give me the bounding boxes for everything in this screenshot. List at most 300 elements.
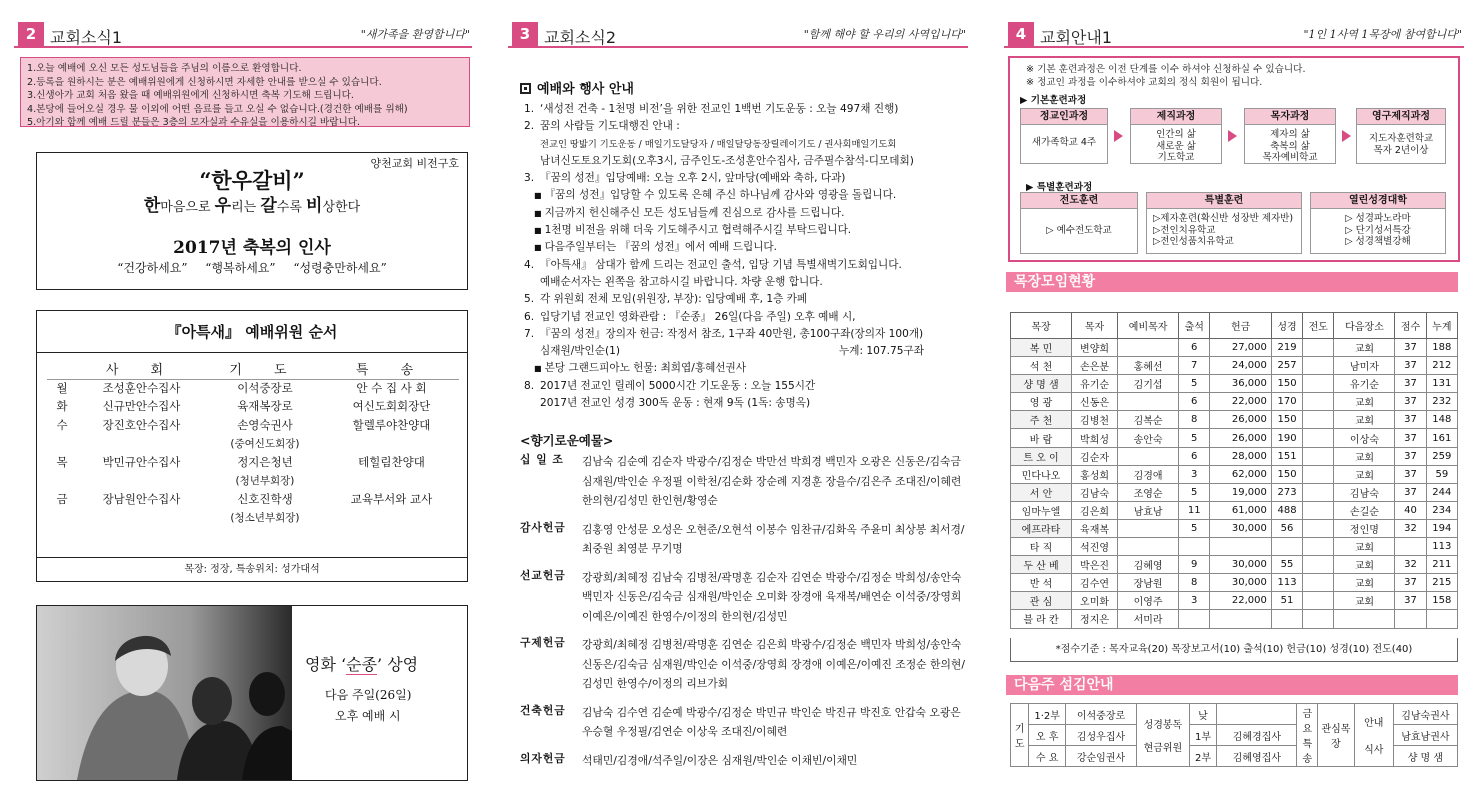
table-cell: 두 산 베 — [1011, 556, 1072, 574]
table-cell: 김병천 — [1071, 411, 1117, 429]
cell: 안내 식사 — [1354, 704, 1393, 767]
list-subitem: 전교인 땅밟기 기도운동 / 매일기도달당자 / 매일달당동장릴레이기도 / 권사회매일기도회 — [540, 138, 897, 150]
table-cell — [1303, 592, 1334, 610]
movie-date: 다음 주일(26일) — [325, 688, 412, 702]
day-cell: 금 — [56, 492, 68, 506]
table-cell: 194 — [1426, 519, 1457, 537]
table-row — [1011, 357, 1458, 375]
table-cell: 28,000 — [1210, 447, 1272, 465]
course-stage: 제직과정 인간의 삶 새로운 삶 기도학교 — [1130, 108, 1222, 164]
col-header: 누계 — [1426, 313, 1457, 339]
table-cell: 113 — [1426, 538, 1457, 556]
table-cell: 박은진 — [1071, 556, 1117, 574]
basic-course-label: ▶ 기본훈련과정 — [1020, 95, 1087, 106]
list-item: 8. 2017년 전교인 릴레이 5000시간 기도운동 : 오늘 155시간 — [524, 379, 816, 392]
acro-letter: 한 — [143, 196, 161, 216]
offering-group: 구제헌금 강광희/최혜정 김병천/곽명훈 김연순 김은희 박광수/김정순 백민자 박희성/송안숙 신동은/김숙금 심재원/박인순 이석중/장영희 장경애 이예은/이예진 조정순 한의현/김성민 한영수/이정의 리브가회 — [520, 636, 965, 690]
table-cell: 131 — [1426, 375, 1457, 393]
training-flow-box — [1008, 56, 1460, 262]
flow-note: ※ 기본 훈련과정은 이전 단계를 이수 하셔야 신청하실 수 있습니다. — [1026, 64, 1306, 75]
table-cell: 37 — [1395, 375, 1426, 393]
table-cell: 샹 명 샘 — [1011, 375, 1072, 393]
table-cell: 215 — [1426, 574, 1457, 592]
table-row — [47, 454, 459, 473]
cell: 성경봉독 현금위원 — [1137, 704, 1190, 767]
table-cell: 서미라 — [1118, 610, 1179, 628]
movie-title — [305, 652, 418, 675]
table-cell: 22,000 — [1210, 592, 1272, 610]
acro-letter: 비 — [306, 196, 323, 216]
page-title: 교회소식2 — [544, 28, 617, 47]
table-cell — [1303, 501, 1334, 519]
cell: 김혜경집사 — [1217, 725, 1297, 746]
page-2-column — [14, 0, 472, 792]
page-4-column — [1004, 0, 1464, 792]
table-cell: 5 — [1179, 483, 1210, 501]
cell: 이석중장로 — [1066, 704, 1137, 725]
table-cell: 교회 — [1334, 465, 1395, 483]
table-cell: 송안숙 — [1118, 429, 1179, 447]
table-cell — [1303, 357, 1334, 375]
table-cell: 김경애 — [1118, 465, 1179, 483]
course-stage: 영구제직과정 지도자훈련학교 목자 2년이상 — [1356, 108, 1446, 164]
day-cell: 수 — [56, 418, 68, 432]
table-cell — [1303, 447, 1334, 465]
cell: 여신도회회장단 — [352, 399, 431, 413]
page-slogan: "1인 1사역 1목장에 참여합니다" — [1303, 28, 1462, 41]
table-cell: 이영주 — [1118, 592, 1179, 610]
table-cell: 유기순 — [1071, 375, 1117, 393]
table-cell: 19,000 — [1210, 483, 1272, 501]
table-cell: 임마누엘 — [1011, 501, 1072, 519]
table-cell: 영 광 — [1011, 393, 1072, 411]
table-cell: 232 — [1426, 393, 1457, 411]
offering-group: 의자헌금 석태민/김경애/석주일/이장은 심재원/박인순 이채빈/이채민 — [520, 751, 858, 767]
table-cell: 5 — [1179, 429, 1210, 447]
table-row — [1011, 465, 1458, 483]
page-number: 4 — [1008, 22, 1034, 46]
table-cell: 26,000 — [1210, 411, 1272, 429]
table-row — [1011, 538, 1458, 556]
table-cell: 8 — [1179, 574, 1210, 592]
sub-cell: (청년부회장) — [235, 475, 295, 487]
table-cell: 37 — [1395, 574, 1426, 592]
cell: 오 후 — [1029, 725, 1066, 746]
cell: 육재복장로 — [237, 399, 293, 413]
cell: 장진호안수집사 — [102, 418, 181, 432]
table-cell — [1303, 574, 1334, 592]
table-cell — [1303, 610, 1334, 628]
offering-group: 십 일 조 김남숙 김순예 김순자 박광수/김정순 박만선 박희경 백민자 오광은 신동은/김숙금 심재원/박인순 우정필 이학천/김순화 장순례 지경훈 장을수/김은주 조대진/이혜련 한의현/김성민 한인현/황영순 — [520, 453, 962, 507]
table-cell: 홍성희 — [1071, 465, 1117, 483]
table-cell — [1303, 538, 1334, 556]
page-number: 2 — [18, 22, 44, 46]
cell: 김성우집사 — [1066, 725, 1137, 746]
table-cell: 234 — [1426, 501, 1457, 519]
church-vision-label: 양천교회 비전구호 — [370, 157, 459, 170]
table-cell: 30,000 — [1210, 556, 1272, 574]
table-cell — [1118, 339, 1179, 357]
cell: 신규만안수집사 — [102, 399, 181, 413]
table-cell: 40 — [1395, 501, 1426, 519]
page-slogan: "새가족을 환영합니다" — [360, 28, 470, 41]
arrow-right-icon — [1114, 130, 1123, 142]
table-cell: 교회 — [1334, 574, 1395, 592]
cell: 조성훈안수집사 — [102, 380, 181, 395]
table-cell: 6 — [1179, 447, 1210, 465]
cell: 박민규안수집사 — [102, 455, 181, 469]
table-cell: 에프라타 — [1011, 519, 1072, 537]
movie-box — [36, 605, 468, 781]
table-cell: 37 — [1395, 429, 1426, 447]
table-cell — [1303, 339, 1334, 357]
arrow-right-icon — [1342, 130, 1351, 142]
table-cell: 7 — [1179, 357, 1210, 375]
cell: 김혜영집사 — [1217, 746, 1297, 767]
table-cell — [1303, 429, 1334, 447]
section-title-text: 예배와 행사 안내 — [537, 82, 634, 97]
vision-acrostic — [37, 191, 467, 216]
section-title — [520, 78, 634, 97]
col-header: 출석 — [1179, 313, 1210, 339]
section-bar: 목장모임현황 — [1006, 272, 1458, 292]
table-cell: 190 — [1271, 429, 1302, 447]
table-cell: 211 — [1426, 556, 1457, 574]
sub-cell: (청소년부회장) — [230, 512, 300, 524]
table-cell: 37 — [1395, 592, 1426, 610]
col-header: 성경 — [1271, 313, 1302, 339]
day-cell: 월 — [56, 380, 68, 395]
day-cell: 목 — [56, 455, 68, 469]
table-cell: 158 — [1426, 592, 1457, 610]
table-row — [1011, 556, 1458, 574]
table-row — [1011, 375, 1458, 393]
col-header: 기 도 — [206, 359, 324, 379]
offering-title: <향기로운예물> — [520, 433, 614, 448]
cell: 손영숙권사 — [237, 418, 293, 432]
offering-list — [520, 452, 966, 779]
table-cell: 손길순 — [1334, 501, 1395, 519]
cell: 1·2부 — [1029, 704, 1066, 725]
table-cell — [1303, 556, 1334, 574]
list-item: 5. 각 위원회 전체 모임(위원장, 부장): 입당예배 후, 1층 카페 — [524, 293, 808, 306]
table-cell: 김남숙 — [1334, 483, 1395, 501]
table-cell: 교회 — [1334, 393, 1395, 411]
table-cell: 36,000 — [1210, 375, 1272, 393]
table-cell — [1334, 610, 1395, 628]
table-cell — [1395, 610, 1426, 628]
table-cell — [1118, 538, 1179, 556]
table-row — [47, 398, 459, 417]
table-cell: 59 — [1426, 465, 1457, 483]
list-subitem: 남녀신도토요기도회(오후3시, 금주인도-조성훈안수집사, 금주필수참석-디모데회) — [540, 154, 914, 167]
table-cell: 3 — [1179, 465, 1210, 483]
list-item: 3. 『꿈의 성전』입당예배: 오늘 오후 2시, 앞마당(예배와 축하, 다과) — [524, 172, 846, 185]
acro-text: 상한다 — [322, 200, 361, 215]
cell: 금요특송 — [1297, 704, 1318, 767]
special-course-label: ▶ 특별훈련과정 — [1026, 182, 1093, 193]
table-cell: 트 오 이 — [1011, 447, 1072, 465]
table-cell: 37 — [1395, 339, 1426, 357]
arrow-right-icon — [1228, 130, 1237, 142]
table-cell: 관 심 — [1011, 592, 1072, 610]
cell: 기도 — [1011, 704, 1029, 767]
table-cell — [1210, 610, 1272, 628]
table-cell: 교회 — [1334, 411, 1395, 429]
table-cell: 32 — [1395, 556, 1426, 574]
bullet-item: ■ 지금까지 헌신해주신 모든 성도님들께 진심으로 감사를 드립니다. — [524, 205, 964, 222]
worship-committee-table — [47, 359, 459, 528]
table-cell: 37 — [1395, 465, 1426, 483]
acro-letter: 우 — [214, 196, 232, 216]
table-cell: 변양희 — [1071, 339, 1117, 357]
table-cell: 55 — [1271, 556, 1302, 574]
cell: 할렐루야찬양대 — [352, 418, 431, 432]
table-row — [1011, 411, 1458, 429]
mokjang-table — [1010, 312, 1458, 629]
table-cell — [1210, 538, 1272, 556]
table-cell: 정지은 — [1071, 610, 1117, 628]
table-cell — [1303, 465, 1334, 483]
table-cell: 유기순 — [1334, 375, 1395, 393]
movie-photo — [37, 606, 292, 780]
table-cell: 11 — [1179, 501, 1210, 519]
table-row — [47, 491, 459, 510]
table-cell: 타 직 — [1011, 538, 1072, 556]
acro-text: 수록 — [276, 200, 307, 215]
table-row — [47, 417, 459, 436]
table-cell — [1303, 483, 1334, 501]
worship-footer: 목장: 정장, 특송위치: 성가대석 — [37, 557, 467, 581]
table-cell: 6 — [1179, 339, 1210, 357]
square-icon — [520, 83, 531, 94]
special-course: 전도훈련 ▷ 예수전도학교 — [1020, 192, 1138, 254]
page-title: 교회안내1 — [1040, 28, 1113, 47]
table-cell: 62,000 — [1210, 465, 1272, 483]
table-cell: 488 — [1271, 501, 1302, 519]
table-cell: 27,000 — [1210, 339, 1272, 357]
table-cell: 김순자 — [1071, 447, 1117, 465]
table-cell: 김기섭 — [1118, 375, 1179, 393]
table-cell: 남미자 — [1334, 357, 1395, 375]
acro-text: 리는 — [231, 200, 261, 215]
list-item: 2. 꿈의 사람들 기도대행진 안내 : — [524, 120, 680, 133]
table-cell: 교회 — [1334, 556, 1395, 574]
cell: 남효남권사 — [1393, 725, 1457, 746]
score-criteria: *점수기준 : 목자교육(20) 목장보고서(10) 출석(10) 헌금(10) 성경(10) 전도(40) — [1010, 638, 1458, 662]
list-subitem: 심재원/박인순(1) 누계: 107.75구좌 — [524, 343, 964, 360]
table-cell — [1179, 610, 1210, 628]
col-header: 예비목자 — [1118, 313, 1179, 339]
table-cell: 37 — [1395, 393, 1426, 411]
table-cell: 273 — [1271, 483, 1302, 501]
table-cell: 손은분 — [1071, 357, 1117, 375]
table-cell: 151 — [1271, 447, 1302, 465]
movie-title-text: 영화 ‘ — [305, 655, 347, 674]
table-cell: 30,000 — [1210, 519, 1272, 537]
table-cell: 장남원 — [1118, 574, 1179, 592]
table-cell: 남효남 — [1118, 501, 1179, 519]
table-cell: 조영순 — [1118, 483, 1179, 501]
table-cell: 212 — [1426, 357, 1457, 375]
cell: 김남숙권사 — [1393, 704, 1457, 725]
table-cell: 김은희 — [1071, 501, 1117, 519]
bullet-item: ■ 본당 그랜드피아노 헌물: 최희엽/홍혜선권사 — [524, 360, 964, 377]
cell: 신호진학생 — [237, 492, 293, 506]
table-cell: 37 — [1395, 411, 1426, 429]
special-course: 열린성경대학 ▷ 성경파노라마 ▷ 단기성서특강 ▷ 성경책별강해 — [1310, 192, 1446, 254]
movie-title-text: ’ 상영 — [377, 655, 419, 674]
table-cell: 주 천 — [1011, 411, 1072, 429]
movie-name: 순종 — [346, 655, 378, 674]
section-bar: 다음주 섬김안내 — [1006, 675, 1458, 695]
table-cell: 5 — [1179, 519, 1210, 537]
cell — [1217, 704, 1297, 725]
table-cell: 김혜영 — [1118, 556, 1179, 574]
table-row — [47, 379, 459, 398]
movie-time: 오후 예배 시 — [335, 709, 401, 723]
cell: 수 요 — [1029, 746, 1066, 767]
bullet-item: ■ 다음주일부터는 『꿈의 성전』에서 예배 드립니다. — [524, 239, 964, 256]
table-cell: 150 — [1271, 411, 1302, 429]
table-cell — [1118, 393, 1179, 411]
course-stage: 정교인과정 새가족학교 4주 — [1020, 108, 1108, 164]
table-cell: 244 — [1426, 483, 1457, 501]
table-cell: 교회 — [1334, 538, 1395, 556]
cell: 테힐림찬양대 — [358, 455, 425, 469]
offering-group: 감사헌금 김홍영 안성문 오성은 오현준/오현석 이봉수 임찬규/김화옥 주윤미 최상봉 최서경/최중원 최영분 무기명 — [520, 520, 965, 555]
vision-title: “한우갈비” — [199, 168, 305, 193]
page-2-header — [14, 22, 472, 48]
table-cell — [1303, 375, 1334, 393]
col-header: 특 송 — [324, 359, 459, 379]
cell: 장남원안수집사 — [102, 492, 181, 506]
notice-box — [20, 57, 470, 127]
table-cell — [1426, 610, 1457, 628]
cell: 샹 명 샘 — [1393, 746, 1457, 767]
table-cell: 반 석 — [1011, 574, 1072, 592]
table-cell — [1303, 393, 1334, 411]
table-row — [1011, 393, 1458, 411]
table-cell: 113 — [1271, 574, 1302, 592]
cell: 정지은청년 — [237, 455, 293, 469]
page-slogan: "함께 해야 할 우리의 사역입니다" — [803, 28, 966, 41]
col-header: 다음장소 — [1334, 313, 1395, 339]
event-list — [524, 101, 964, 412]
table-cell: 복 민 — [1011, 339, 1072, 357]
greeting-phrases: “건강하세요” “행복하세요” “성령충만하세요” — [117, 261, 387, 275]
table-row — [1011, 429, 1458, 447]
table-cell: 26,000 — [1210, 429, 1272, 447]
table-cell: 3 — [1179, 592, 1210, 610]
table-cell — [1179, 538, 1210, 556]
notice-line: 4.본당에 들어오실 경우 물 이외에 어떤 음료를 들고 오실 수 없습니다.(경건한 예배를 위해) — [27, 103, 408, 115]
offering-group: 건축헌금 김남숙 김수연 김순예 박광수/김정순 박민규 박인순 박진규 박진호 안갑숙 오광은 우승혈 우정필/김연순 이상욱 조대진/이혜련 — [520, 703, 961, 738]
table-cell: 56 — [1271, 519, 1302, 537]
table-cell: 김수연 — [1071, 574, 1117, 592]
course-stage: 목자과정 제자의 삶 축복의 삶 목자예비학교 — [1244, 108, 1336, 164]
table-row — [1011, 574, 1458, 592]
table-row — [1011, 447, 1458, 465]
table-cell: 37 — [1395, 357, 1426, 375]
table-cell: 오미화 — [1071, 592, 1117, 610]
table-cell: 민다나오 — [1011, 465, 1072, 483]
table-cell: 홍혜선 — [1118, 357, 1179, 375]
cell: 낮 — [1189, 704, 1217, 725]
page-title: 교회소식1 — [50, 28, 123, 47]
table-cell: 육재복 — [1071, 519, 1117, 537]
flow-note: ※ 정교인 과정을 이수하셔야 교회의 정식 회원이 됩니다. — [1026, 76, 1263, 88]
table-header — [1011, 313, 1458, 339]
table-cell: 바 람 — [1011, 429, 1072, 447]
table-cell: 석 천 — [1011, 357, 1072, 375]
table-cell — [1303, 519, 1334, 537]
table-cell: 박희성 — [1071, 429, 1117, 447]
table-cell: 서 안 — [1011, 483, 1072, 501]
table-cell: 교회 — [1334, 447, 1395, 465]
acro-text: 마음으로 — [160, 200, 215, 215]
table-cell: 30,000 — [1210, 574, 1272, 592]
table-row — [1011, 339, 1458, 357]
day-cell: 화 — [56, 399, 68, 413]
cell: 안 수 집 사 회 — [356, 380, 427, 395]
table-cell: 32 — [1395, 519, 1426, 537]
table-cell: 신동은 — [1071, 393, 1117, 411]
table-cell: 24,000 — [1210, 357, 1272, 375]
page-3-header — [508, 22, 968, 48]
col-header: 사 회 — [77, 359, 206, 379]
cell: 이석중장로 — [237, 380, 293, 395]
table-cell: 5 — [1179, 375, 1210, 393]
notice-line: 2.등록을 원하시는 분은 예배위원에게 신청하시면 자세한 안내를 받으실 수 있습니다. — [27, 76, 382, 88]
page-number: 3 — [512, 22, 538, 46]
running-total: 누계: 107.75구좌 — [839, 345, 924, 358]
year-greeting-title: 2017년 축복의 인사 — [173, 238, 331, 258]
sub-cell: (중여신도회장) — [230, 438, 300, 450]
list-item: 4. 『아특새』 삼대가 함께 드리는 전교인 출석, 입당 기념 특별새벽기도회입니다. — [524, 258, 902, 271]
col-header: 헌금 — [1210, 313, 1272, 339]
bullet-item: ■ 1천명 비전을 위해 더욱 기도해주시고 협력해주시길 부탁드립니다. — [524, 222, 964, 239]
table-cell — [1395, 538, 1426, 556]
table-cell: 37 — [1395, 483, 1426, 501]
table-cell — [1303, 411, 1334, 429]
table-cell: 150 — [1271, 375, 1302, 393]
table-cell: 259 — [1426, 447, 1457, 465]
bullet-item: ■ 『꿈의 성전』입당할 수 있도록 은혜 주신 하나님께 감사와 영광을 돌립니다. — [524, 187, 964, 204]
notice-line: 5.아기와 함께 예배 드릴 분들은 3층의 모자실과 수유실을 이용하시길 바랍니다. — [27, 117, 361, 129]
table-cell: 정인명 — [1334, 519, 1395, 537]
table-cell: 9 — [1179, 556, 1210, 574]
table-row — [1011, 501, 1458, 519]
table-cell: 22,000 — [1210, 393, 1272, 411]
table-cell: 219 — [1271, 339, 1302, 357]
next-week-table — [1010, 703, 1458, 767]
col-header: 목장 — [1011, 313, 1072, 339]
table-cell — [1118, 447, 1179, 465]
cell: 관심목장 — [1318, 704, 1355, 767]
table-cell: 김복순 — [1118, 411, 1179, 429]
acro-letter: 갈 — [260, 196, 277, 216]
col-header: 목자 — [1071, 313, 1117, 339]
worship-committee-title: 『아특새』 예배위원 순서 — [37, 311, 467, 353]
table-row — [1011, 610, 1458, 628]
cell: 2부 — [1189, 746, 1217, 767]
list-item: 7. 『꿈의 성전』장의자 헌금: 작정서 참조, 1구좌 40만원, 총100구좌(장의자 100개) — [524, 327, 924, 340]
special-course: 특별훈련 ▷제자훈련(확신반 성장반 제자반) ▷전인치유학교 ▷전인성품치유학교 — [1146, 192, 1302, 254]
table-cell: 37 — [1395, 447, 1426, 465]
table-cell: 51 — [1271, 592, 1302, 610]
table-cell — [1271, 538, 1302, 556]
